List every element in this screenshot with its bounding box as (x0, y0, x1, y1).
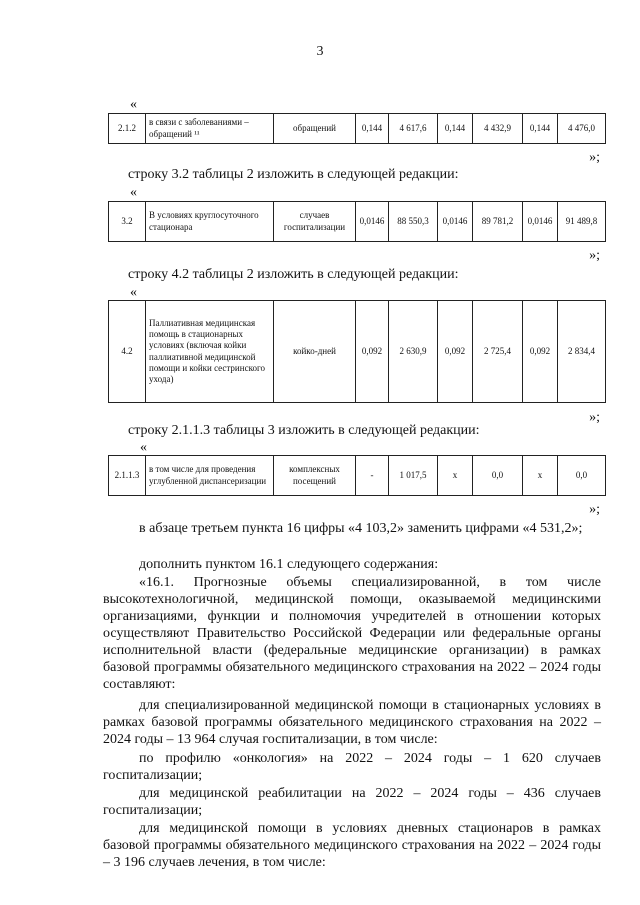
cell-v2: 2 630,9 (389, 301, 438, 403)
cell-v4: 4 432,9 (473, 114, 523, 144)
paragraph-3 (103, 574, 601, 693)
paragraph-6 (103, 785, 601, 819)
cell-v1: 0,092 (356, 301, 389, 403)
cell-name: в связи с заболеваниями – обращений ¹¹ (146, 114, 274, 144)
cell-v1: 0,0146 (356, 202, 389, 242)
cell-unit: случаев госпитализации (274, 202, 356, 242)
paragraph-2 (103, 556, 601, 573)
paragraph-5-text: по профилю «онкология» на 2022 – 2024 годы – 1 620 случаев госпитализации; (103, 751, 601, 783)
cell-unit: обращений (274, 114, 356, 144)
paragraph-2-text: дополнить пунктом 16.1 следующего содержания: (139, 557, 439, 572)
cell-v2: 88 550,3 (389, 202, 438, 242)
cell-unit: комплексных посещений (274, 456, 356, 496)
close-mark-2: »; (589, 248, 600, 263)
table-row-4-2 (108, 300, 606, 403)
cell-num: 3.2 (109, 202, 146, 242)
cell-v5: 0,144 (523, 114, 558, 144)
cell-v2: 1 017,5 (389, 456, 438, 496)
cell-v4: 0,0 (473, 456, 523, 496)
paragraph-4 (103, 697, 601, 748)
paragraph-1 (103, 520, 601, 537)
table-row-3-2 (108, 201, 606, 242)
cell-v5: 0,092 (523, 301, 558, 403)
table-row-2-1-1-3 (108, 455, 606, 496)
instruction-line-2: строку 4.2 таблицы 2 изложить в следующей редакции: (128, 267, 459, 282)
cell-v3: 0,144 (438, 114, 473, 144)
open-quote-1: « (130, 97, 137, 112)
cell-v3: 0,0146 (438, 202, 473, 242)
close-mark-3: »; (589, 410, 600, 425)
cell-num: 4.2 (109, 301, 146, 403)
cell-v3: 0,092 (438, 301, 473, 403)
cell-num: 2.1.1.3 (109, 456, 146, 496)
cell-v1: 0,144 (356, 114, 389, 144)
table-row-2-1-2 (108, 113, 606, 144)
paragraph-5 (103, 750, 601, 784)
cell-name: в том числе для проведения углубленной диспансеризации (146, 456, 274, 496)
cell-v4: 89 781,2 (473, 202, 523, 242)
paragraph-6-text: для медицинской реабилитации на 2022 – 2024 годы – 436 случаев госпитализации; (103, 786, 601, 818)
cell-num: 2.1.2 (109, 114, 146, 144)
paragraph-4-text: для специализированной медицинской помощи в стационарных условиях в рамках базовой программы обязательного медицинского страхования на 2022 – 2024 годы – 13 964 случая госпитализации, в том числе: (103, 698, 601, 747)
open-quote-3: « (130, 285, 137, 300)
close-mark-1: »; (589, 150, 600, 165)
cell-v4: 2 725,4 (473, 301, 523, 403)
paragraph-3-text: «16.1. Прогнозные объемы специализированной, в том числе высокотехнологичной, медицинской помощи, оказываемой медицинскими организациями, функции и полномочия учредителей в отношении которых осуществляют Правительство Российской Федерации или федеральные органы исполнительной власти (федеральные медицинские организации) в рамках базовой программы обязательного медицинского страхования на 2022 – 2024 годы составляют: (103, 575, 601, 692)
open-quote-2: « (130, 185, 137, 200)
cell-name: Паллиативная медицинская помощь в стационарных условиях (включая койки паллиативной медицинской помощи и койки сестринского ухода) (146, 301, 274, 403)
paragraph-7-text: для медицинской помощи в условиях дневных стационаров в рамках базовой программы обязательного медицинского страхования на 2022 – 2024 годы – 3 196 случаев лечения, в том числе: (103, 821, 601, 870)
cell-v5: х (523, 456, 558, 496)
cell-name: В условиях круглосуточного стационара (146, 202, 274, 242)
cell-v3: х (438, 456, 473, 496)
cell-v6: 2 834,4 (558, 301, 606, 403)
paragraph-1-text: в абзаце третьем пункта 16 цифры «4 103,2» заменить цифрами «4 531,2»; (139, 521, 583, 536)
open-quote-4: « (140, 440, 147, 455)
cell-v6: 91 489,8 (558, 202, 606, 242)
paragraph-7 (103, 820, 601, 871)
cell-unit: койко-дней (274, 301, 356, 403)
cell-v2: 4 617,6 (389, 114, 438, 144)
instruction-line-1: строку 3.2 таблицы 2 изложить в следующей редакции: (128, 167, 459, 182)
page-number: 3 (316, 44, 324, 59)
cell-v5: 0,0146 (523, 202, 558, 242)
close-mark-4: »; (589, 502, 600, 517)
cell-v1: - (356, 456, 389, 496)
cell-v6: 4 476,0 (558, 114, 606, 144)
cell-v6: 0,0 (558, 456, 606, 496)
instruction-line-3: строку 2.1.1.3 таблицы 3 изложить в следующей редакции: (128, 423, 480, 438)
